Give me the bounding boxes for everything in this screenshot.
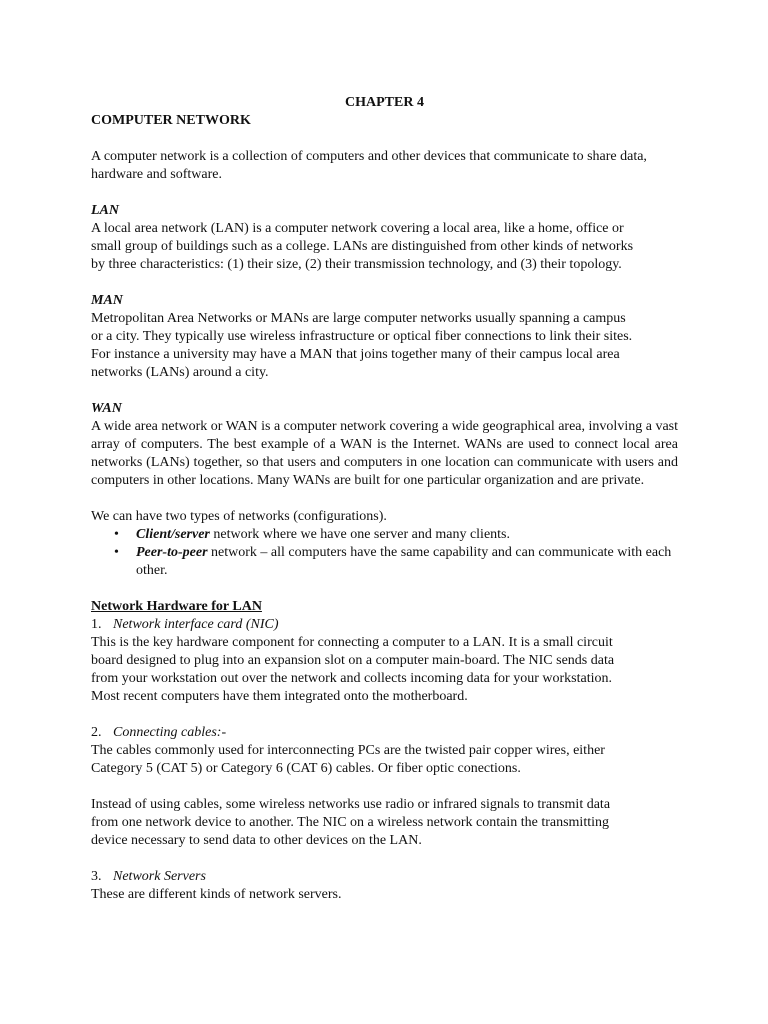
item-title: Network interface card (NIC) — [113, 617, 279, 632]
wireless-line: device necessary to send data to other devices on the LAN. — [91, 833, 422, 848]
chapter-label: CHAPTER 4 — [345, 95, 424, 110]
cables-line: Category 5 (CAT 5) or Category 6 (CAT 6) cables. Or fiber optic conections. — [91, 761, 521, 776]
bullet-icon: • — [114, 527, 119, 542]
item-title: Network Servers — [113, 869, 206, 884]
list-item — [114, 526, 678, 544]
nic-line: This is the key hardware component for connecting a computer to a LAN. It is a small circuit — [91, 635, 613, 650]
man-heading: MAN — [91, 293, 123, 308]
configs-intro: We can have two types of networks (configurations). — [91, 509, 387, 524]
hardware-heading: Network Hardware for LAN — [91, 599, 262, 614]
item-number: 2. — [91, 725, 102, 740]
man-line: For instance a university may have a MAN that joins together many of their campus local area — [91, 347, 620, 362]
man-line: Metropolitan Area Networks or MANs are large computer networks usually spanning a campus — [91, 311, 626, 326]
bullet-icon: • — [114, 545, 119, 560]
config-term: Client/server — [136, 527, 210, 542]
man-line: or a city. They typically use wireless infrastructure or optical fiber connections to link their sites. — [91, 329, 633, 344]
hardware-item-title — [91, 868, 678, 886]
item-number: 3. — [91, 869, 102, 884]
man-line: networks (LANs) around a city. — [91, 365, 269, 380]
list-item — [114, 544, 678, 580]
item-title: Connecting cables:- — [113, 725, 227, 740]
lan-line: by three characteristics: (1) their size, (2) their transmission technology, and (3) their topology. — [91, 257, 622, 272]
config-text: network – all computers have the same capability and can communicate with each other. — [136, 545, 672, 578]
cables-line: The cables commonly used for interconnecting PCs are the twisted pair copper wires, either — [91, 743, 605, 758]
nic-line: Most recent computers have them integrated onto the motherboard. — [91, 689, 468, 704]
lan-line: A local area network (LAN) is a computer network covering a local area, like a home, office or — [91, 221, 624, 236]
servers-line: These are different kinds of network servers. — [91, 887, 342, 902]
configs-list — [91, 526, 678, 580]
intro-paragraph: A computer network is a collection of computers and other devices that communicate to share data, hardware and software. — [91, 149, 647, 182]
document-body — [91, 94, 678, 904]
lan-heading: LAN — [91, 203, 119, 218]
wireless-line: from one network device to another. The NIC on a wireless network contain the transmitting — [91, 815, 609, 830]
wan-paragraph: A wide area network or WAN is a computer network covering a wide geographical area, involving a vast array of computers. The best example of a WAN is the Internet. WANs are used to connect local area networks (LANs) together, so that users and computers in one location can communicate with users and computers in other locations. Many WANs are built for one particular organization and are private. — [91, 419, 678, 488]
lan-line: small group of buildings such as a college. LANs are distinguished from other kinds of networks — [91, 239, 634, 254]
nic-line: from your workstation out over the network and collects incoming data for your workstation. — [91, 671, 612, 686]
item-number: 1. — [91, 617, 102, 632]
config-term: Peer-to-peer — [136, 545, 208, 560]
wan-heading: WAN — [91, 401, 122, 416]
hardware-item-title — [91, 616, 678, 634]
hardware-item-title — [91, 724, 678, 742]
nic-line: board designed to plug into an expansion slot on a computer main-board. The NIC sends data — [91, 653, 615, 668]
document-title: COMPUTER NETWORK — [91, 113, 251, 128]
config-text: network where we have one server and many clients. — [209, 527, 510, 542]
wireless-line: Instead of using cables, some wireless networks use radio or infrared signals to transmit data — [91, 797, 611, 812]
